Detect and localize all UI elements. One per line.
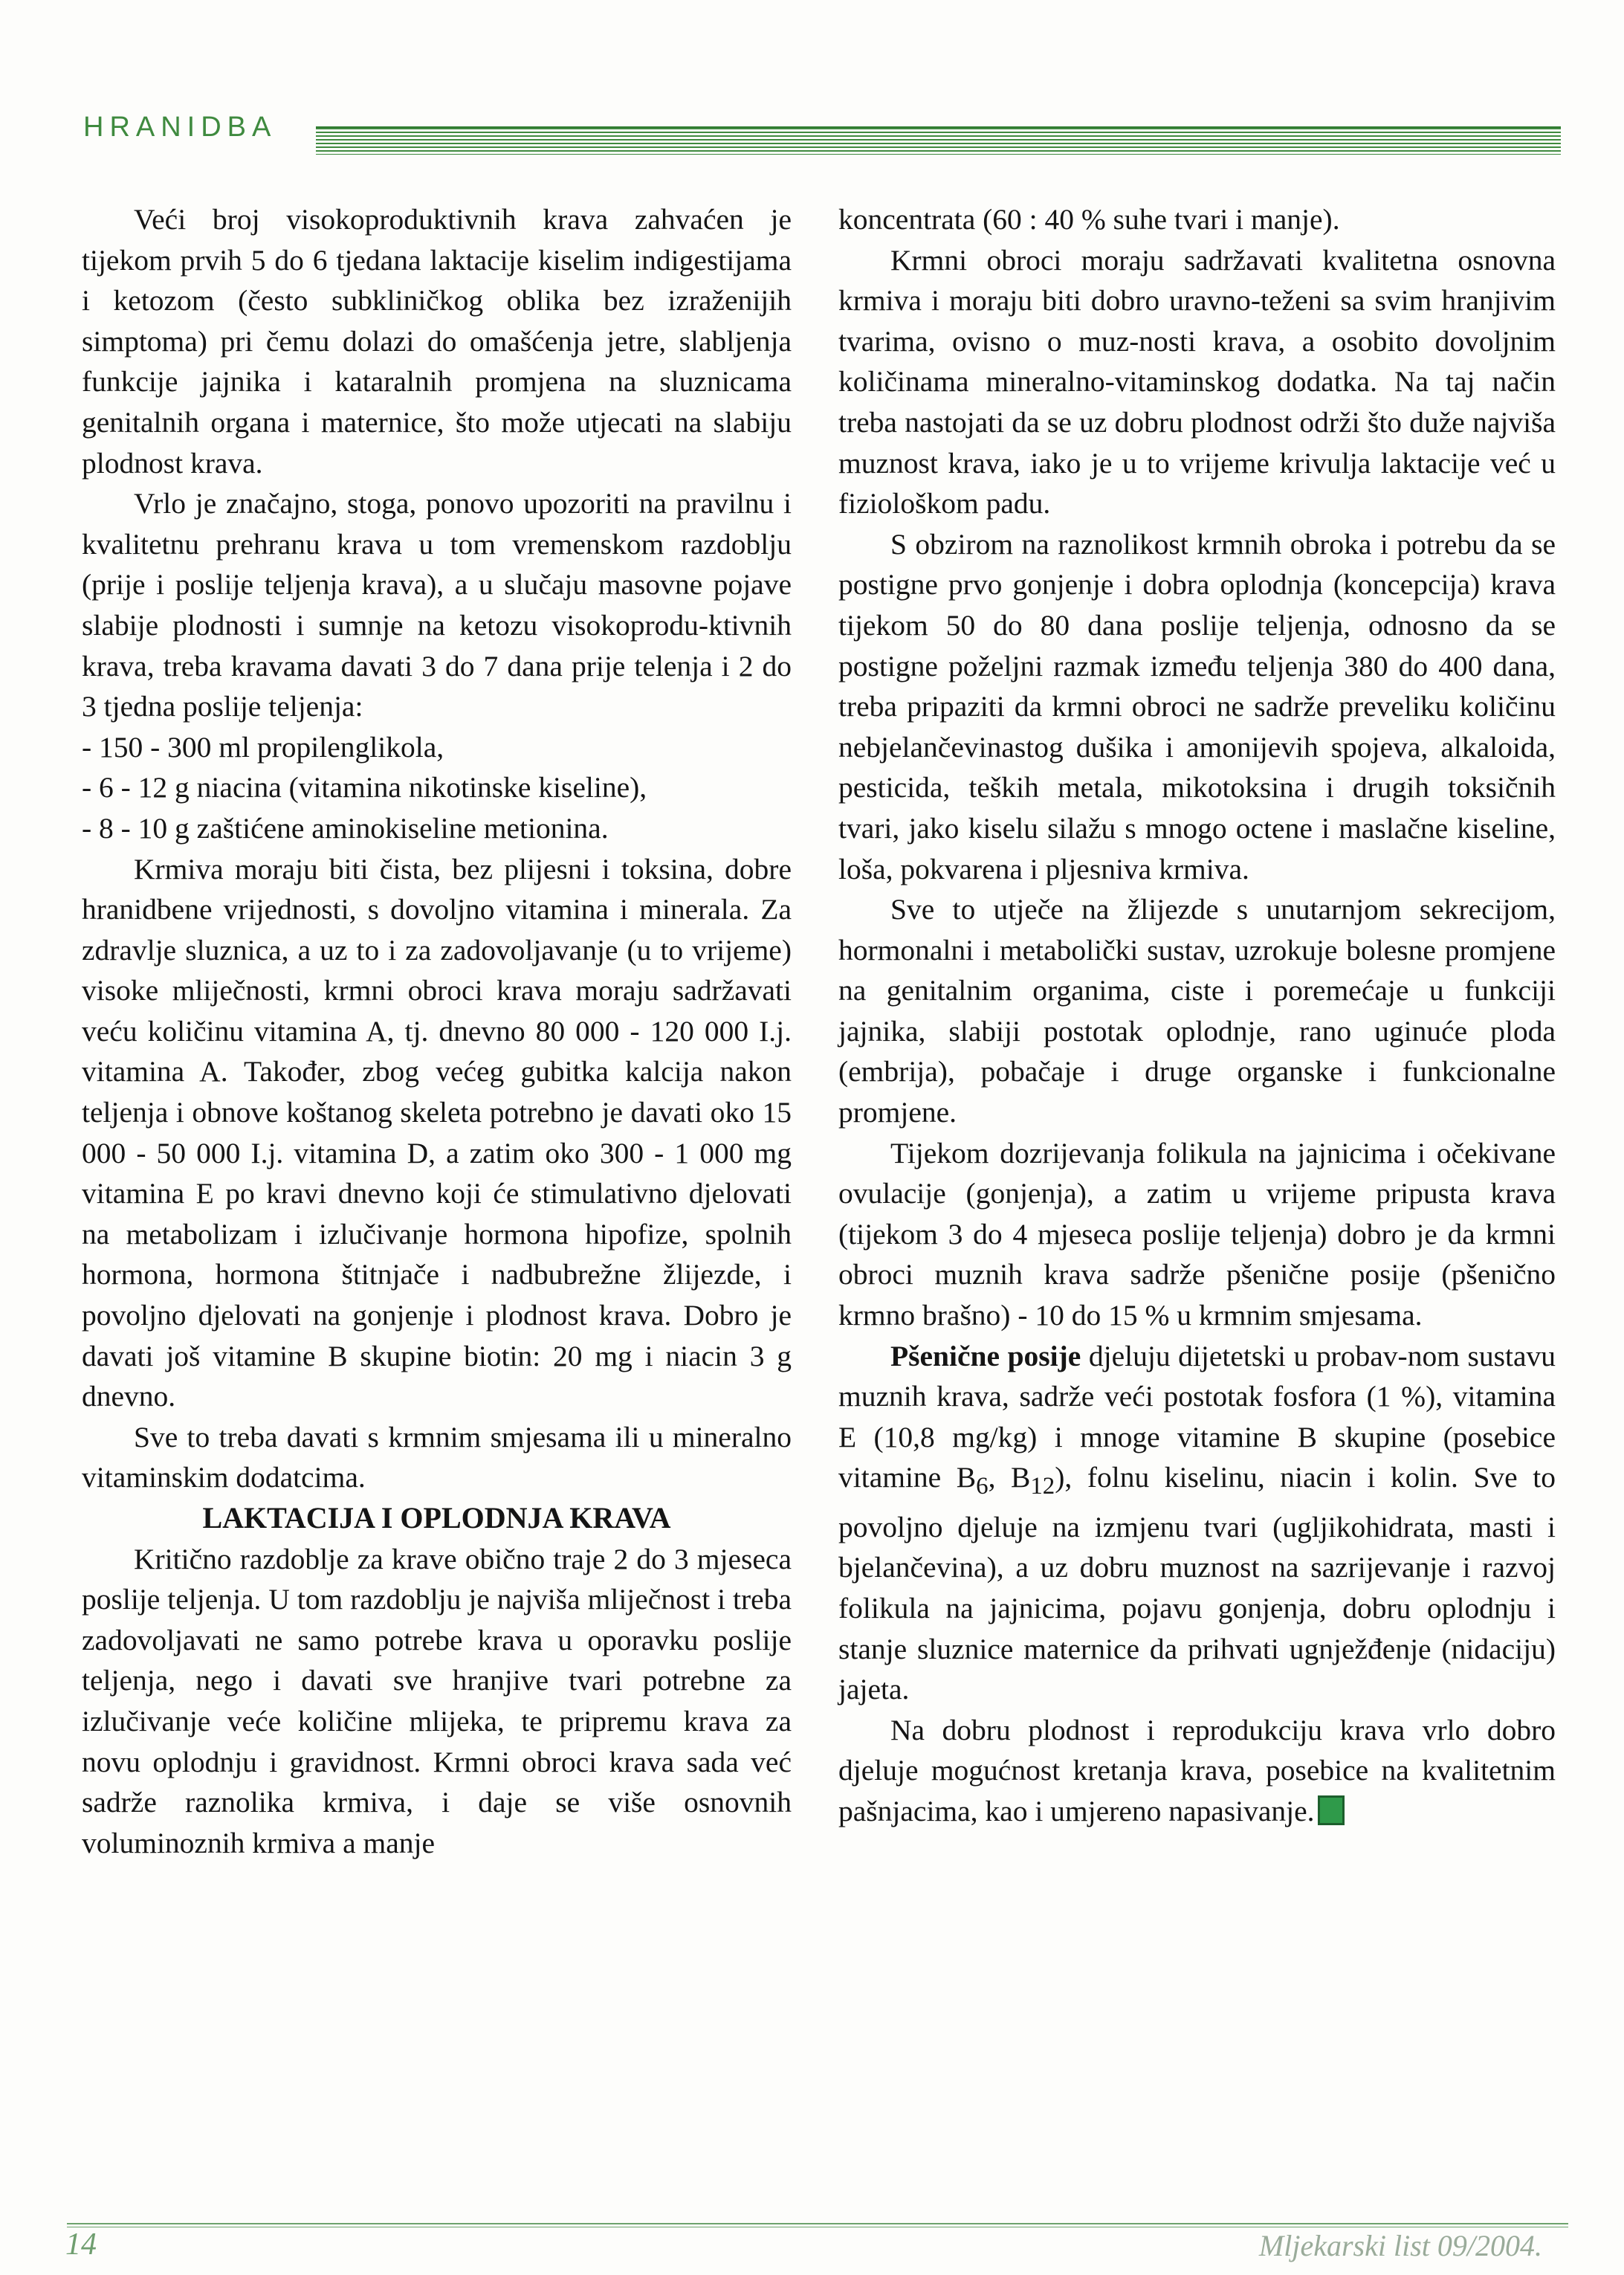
paragraph xyxy=(838,1710,1556,1832)
section-label: HRANIDBA xyxy=(83,112,277,143)
list-item: - 8 - 10 g zaštićene aminokiseline metionina. xyxy=(82,811,609,845)
paragraph: Sve to utječe na žlijezde s unutarnjom sekrecijom, hormonalni i metabolički sustav, uzrokuje bolesne promjene na genitalnim organima, ciste i poremećaje u funkciji jajnika, slabiji postotak oplodnje, rano uginuće ploda (embrija), pobačaje i druge organske i funkcionalne promjene. xyxy=(838,893,1556,1129)
subscript: 12 xyxy=(1030,1473,1055,1500)
page-number: 14 xyxy=(65,2227,97,2262)
text-run: Na dobru plodnost i reprodukciju krava vrlo dobro djeluje mogućnost kretanja krava, posebice na kvalitetnim pašnjacima, kao i umjereno napasivanje. xyxy=(838,1713,1556,1828)
paragraph: Krmiva moraju biti čista, bez plijesni i toksina, dobre hranidbene vrijednosti, s dovoljno vitamina i minerala. Za zdravlje sluznica, a uz to i za zadovoljavanje (u to vrijeme) visoke mliječnosti, krmni obroci krava moraju sadržavati veću količinu vitamina A, tj. dnevno 80 000 - 120 000 I.j. vitamina A. Također, zbog većeg gubitka kalcija nakon teljenja i obnove koštanog skeleta potrebno je davati oko 15 000 - 50 000 I.j. vitamina D, a zatim oko 300 - 1 000 mg vitamina E po kravi dnevno koji će stimulativno djelovati na metabolizam i izlučivanje hormona hipofize, spolnih hormona, hormona štitnjače i nadbubrežne žlijezde, i povoljno djelovati na gonjenje i plodnost krava. Dobro je davati još vitamine B skupine biotin: 20 mg i niacin 3 g dnevno. xyxy=(82,852,792,1413)
section-heading: LAKTACIJA I OPLODNJA KRAVA xyxy=(202,1501,671,1535)
paragraph: Krmni obroci moraju sadržavati kvalitetna osnovna krmiva i moraju biti dobro uravno-teženi sa svim hranjivim tvarima, ovisno o muz-nosti krava, a osobito dovoljnim količinama mineralno-vitaminskog dodatka. Na taj način treba nastojati da se uz dobru plodnost održi što duže najviša muznost krava, iako je u to vrijeme krivulja laktacije već u fiziološkom padu. xyxy=(838,243,1556,520)
paragraph: Sve to treba davati s krmnim smjesama ili u mineralno vitaminskim dodatcima. xyxy=(82,1420,792,1494)
bold-term: Pšenične posije xyxy=(890,1339,1081,1372)
left-column xyxy=(82,199,792,1863)
footer-rule xyxy=(67,2223,1568,2227)
list-item: - 6 - 12 g niacina (vitamina nikotinske kiseline), xyxy=(82,771,647,804)
text-run: ), folnu kiselinu, niacin i kolin. Sve to povoljno djeluje na izmjenu tvari (ugljikohidrata, masti i bjelančevina), a uz dobru muznost na sazrijevanje i razvoj folikula na jajnicima, pojavu gonjenja, dobru oplodnju i stanje sluznice maternice da prihvati ugnježđenje (nidaciju) jajeta. xyxy=(838,1461,1556,1706)
paragraph xyxy=(838,1336,1556,1710)
text-run: , B xyxy=(988,1461,1031,1494)
paragraph: Veći broj visokoproduktivnih krava zahvaćen je tijekom prvih 5 do 6 tjedana laktacije kiselim indigestijama i ketozom (često subkliničkog oblika bez izraženijih simptoma) pri čemu dolazi do omašćenja jetre, slabljenja funkcije jajnika i kataralnih promjena na sluznicama genitalnih organa i maternice, što može utjecati na slabiju plodnost krava. xyxy=(82,203,792,480)
paragraph: S obzirom na raznolikost krmnih obroka i potrebu da se postigne prvo gonjenje i dobra oplodnja (koncepcija) krava tijekom 50 do 80 dana poslije teljenja, odnosno da se postigne poželjni razmak između teljenja 380 do 400 dana, treba pripaziti da krmni obroci ne sadrže preveliku količinu nebjelančevinastog dušika i amonijevih spojeva, alkaloida, pesticida, teških metala, mikotoksina i drugih toksičnih tvari, jako kiselu silažu s mnogo octene i maslačne kiseline, loša, pokvarena i pljesniva krmiva. xyxy=(838,527,1556,885)
paragraph: Kritično razdoblje za krave obično traje 2 do 3 mjeseca poslije teljenja. U tom razdoblju je najviša mliječnost i treba zadovoljavati ne samo potrebe krava u oporavku poslije teljenja, nego i davati sve hranjive tvari potrebne za izlučivanje veće količine mlijeka, te pripremu krava za novu oplodnju i gravidnost. Krmni obroci krava sada već sadrže raznolika krmiva, i daje se više osnovnih voluminoznih krmiva a manje xyxy=(82,1542,792,1859)
list-item: - 150 - 300 ml propilenglikola, xyxy=(82,730,444,764)
paragraph: koncentrata (60 : 40 % suhe tvari i manje). xyxy=(838,203,1340,236)
paragraph: Tijekom dozrijevanja folikula na jajnicima i očekivane ovulacije (gonjenja), a zatim u vrijeme pripusta krava (tijekom 3 do 4 mjeseca poslije teljenja) dobro je da krmni obroci muznih krava sadrže pšenične posije (pšenično krmno brašno) - 10 do 15 % u krmnim smjesama. xyxy=(838,1136,1556,1332)
header-rule xyxy=(316,126,1561,155)
journal-footer: Mljekarski list 09/2004. xyxy=(1258,2229,1542,2262)
text-run: djeluju dijetetski u probav-nom sustavu muznih krava, sadrže veći postotak fosfora (1 %), vitamina E (10,8 mg/kg) i mnoge vitamine B skupine (posebice vitamine B xyxy=(838,1339,1556,1494)
right-column xyxy=(838,199,1556,1832)
subscript: 6 xyxy=(976,1473,989,1500)
end-of-article-icon xyxy=(1318,1795,1345,1825)
paragraph: Vrlo je značajno, stoga, ponovo upozoriti na pravilnu i kvalitetnu prehranu krava u tom vremenskom razdoblju (prije i poslije teljenja krava), a u slučaju masovne pojave slabije plodnosti i sumnje na ketozu visokoprodu-ktivnih krava, treba kravama davati 3 do 7 dana prije telenja i 2 do 3 tjedna poslije teljenja: xyxy=(82,487,792,723)
